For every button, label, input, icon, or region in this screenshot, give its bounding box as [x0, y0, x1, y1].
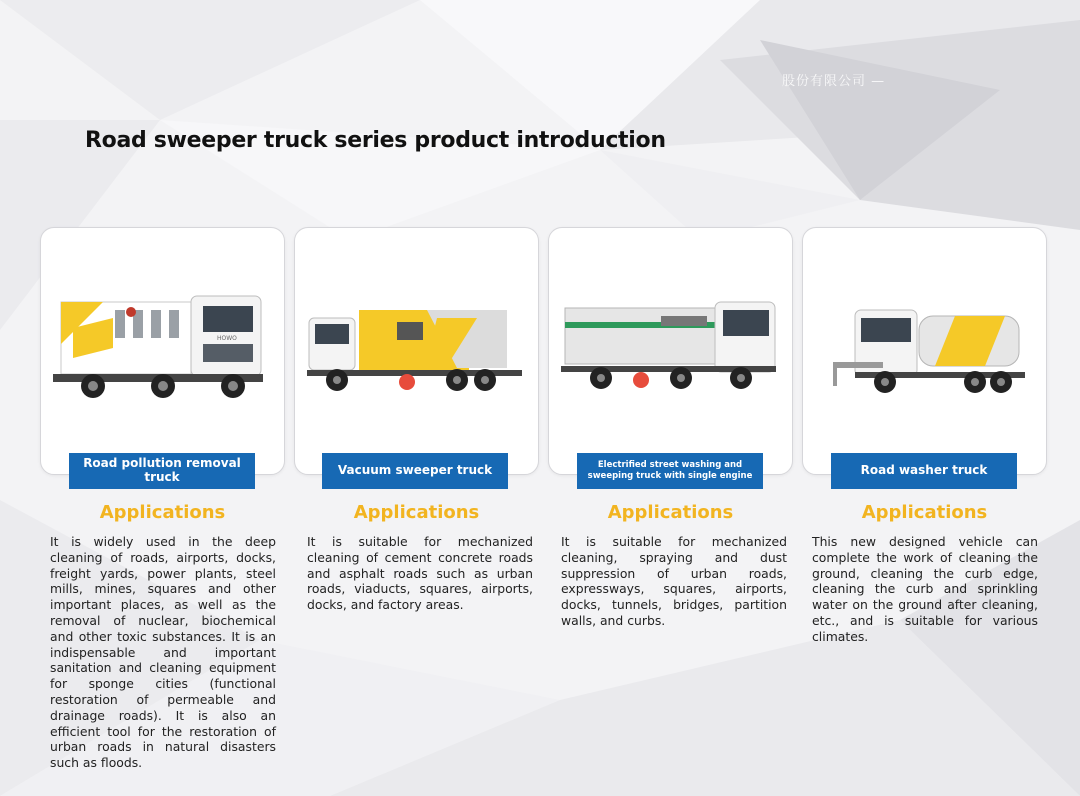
- street-washing-sweeping-truck-icon: [561, 288, 781, 408]
- applications-heading: Applications: [607, 502, 734, 523]
- product-label: Electrified street washing and sweeping truck with single engine: [577, 453, 763, 489]
- road-washer-truck-icon: [815, 288, 1035, 408]
- product-card-vacuum-sweeper: [294, 227, 539, 475]
- product-card-road-washer: [802, 227, 1047, 475]
- applications-heading: Applications: [861, 502, 988, 523]
- product-description: It is suitable for mechanized cleaning, spraying and dust suppression of urban roads, expressways, squares, airports, docks, tunnels, bridges, partition walls, and curbs.: [561, 534, 787, 628]
- product-description: It is suitable for mechanized cleaning of cement concrete roads and asphalt roads such as urban roads, viaducts, squares, airports, docks, and factory areas.: [307, 534, 533, 613]
- product-label: Vacuum sweeper truck: [322, 453, 508, 489]
- product-label: Road pollution removal truck: [69, 453, 255, 489]
- applications-heading: Applications: [99, 502, 226, 523]
- product-card-road-pollution-removal: [40, 227, 285, 475]
- page-title: Road sweeper truck series product introduction: [85, 128, 666, 153]
- product-description: This new designed vehicle can complete the work of cleaning the ground, cleaning the curb edge, cleaning the curb and sprinkling water on the ground after cleaning, etc., and is suitable for various climates.: [812, 534, 1038, 644]
- product-label: Road washer truck: [831, 453, 1017, 489]
- product-description: It is widely used in the deep cleaning of roads, airports, docks, freight yards, power plants, steel mills, mines, squares and other important places, as well as the removal of nuclear, biochemical and other toxic substances. It is an indispensable and important sanitation and cleaning equipment for sponge cities (functional restoration of permeable and drainage roads). It is also an efficient tool for the restoration of urban roads in natural disasters such as floods.: [50, 534, 276, 771]
- watermark-text: 股份有限公司 —: [782, 74, 886, 89]
- vacuum-sweeper-truck-icon: [307, 288, 527, 408]
- svg-text:HOWO: HOWO: [217, 335, 237, 342]
- yellow-white-sweeper-truck-icon: [53, 288, 273, 408]
- applications-heading: Applications: [353, 502, 480, 523]
- product-card-electrified-street-washing: [548, 227, 793, 475]
